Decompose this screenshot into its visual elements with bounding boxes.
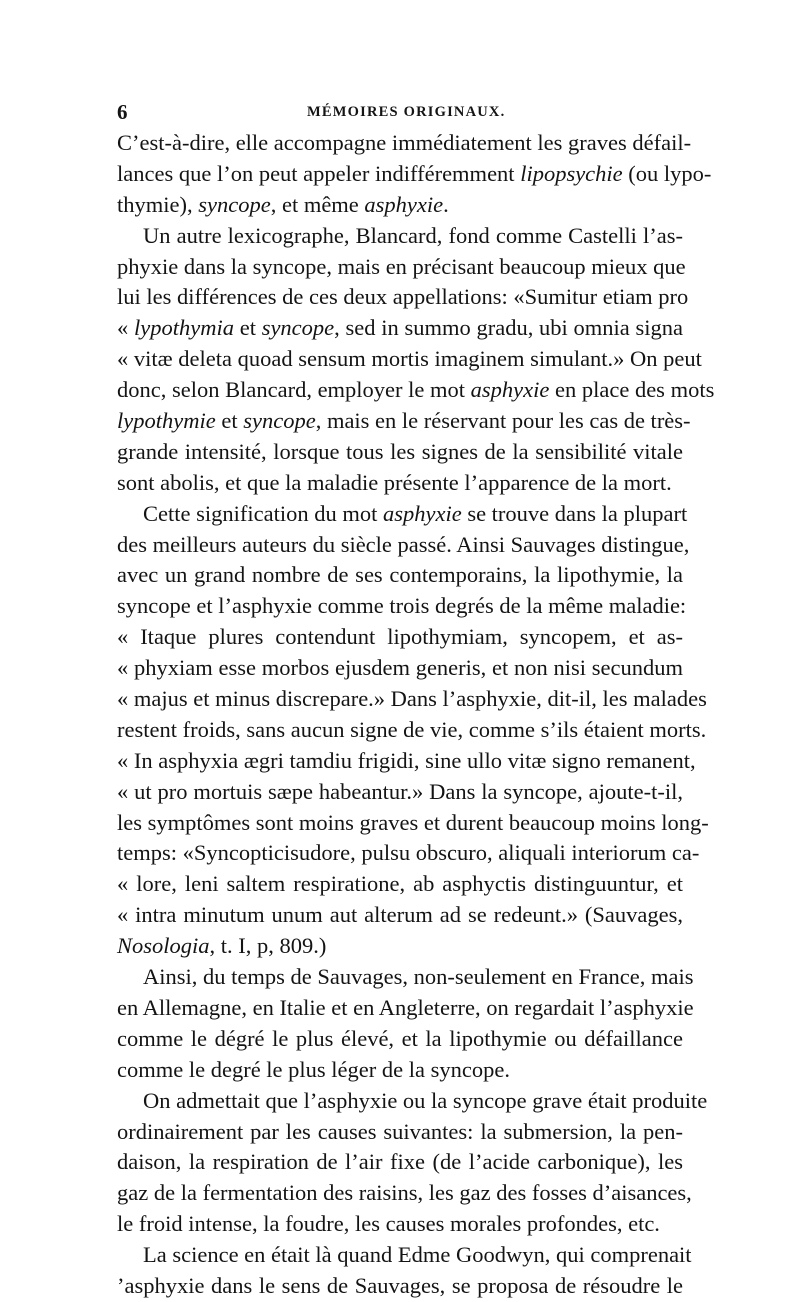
text-segment: le froid intense, la foudre, les causes morales profondes, etc. <box>117 1211 660 1237</box>
text-segment: daison, la respiration de l’air fixe (de l’acide carbonique), les <box>117 1149 683 1175</box>
text-segment: et <box>233 315 262 341</box>
text-line <box>117 622 683 653</box>
text-segment: , mais en le réservant pour les cas de très- <box>315 408 691 434</box>
text-line <box>117 128 692 159</box>
text-segment: , et même <box>270 191 365 217</box>
text-segment: . <box>443 191 449 217</box>
text-line <box>117 1055 683 1086</box>
text-line <box>117 1117 683 1148</box>
body-text <box>117 128 715 1302</box>
text-segment: gaz de la fermentation des raisins, les gaz des fosses d’aisances, <box>117 1180 692 1206</box>
text-line <box>117 1147 683 1178</box>
italic-term: asphyxie <box>382 500 462 526</box>
text-segment: les symptômes sont moins graves et durent beaucoup moins long- <box>117 809 709 835</box>
text-segment: donc, selon Blancard, employer le mot <box>117 377 471 403</box>
italic-term: syncope <box>261 315 335 341</box>
text-line <box>117 344 702 375</box>
text-line <box>117 777 683 808</box>
text-line <box>117 221 683 252</box>
text-line <box>117 1086 708 1117</box>
text-segment: comme le degré le plus léger de la syncope. <box>117 1056 510 1082</box>
italic-term: syncope <box>198 191 271 217</box>
text-segment: , t. I, p, 809.) <box>209 933 327 959</box>
text-line <box>117 159 712 190</box>
text-line <box>117 1209 683 1240</box>
text-segment: lui les différences de ces deux appellations: «Sumitur etiam pro <box>117 284 689 310</box>
text-line <box>117 1271 683 1302</box>
italic-term: asphyxie <box>470 377 550 403</box>
text-segment: « Itaque plures contendunt lipothymiam, syncopem, et as- <box>117 624 683 650</box>
text-line <box>117 375 715 406</box>
text-line <box>117 900 683 931</box>
text-segment: et <box>215 408 244 434</box>
text-segment: Cette signification du mot <box>143 500 383 526</box>
text-line <box>117 591 687 622</box>
text-line <box>117 746 696 777</box>
text-line <box>117 406 691 437</box>
text-line <box>117 530 690 561</box>
page-number: 6 <box>117 100 128 124</box>
text-segment: , sed in summo gradu, ubi omnia signa <box>334 315 684 341</box>
text-segment: « <box>117 315 134 341</box>
text-line <box>117 962 694 993</box>
text-segment: « majus et minus discrepare.» Dans l’asphyxie, dit-il, les malades <box>117 686 707 712</box>
text-segment: des meilleurs auteurs du siècle passé. Ainsi Sauvages distingue, <box>117 531 690 557</box>
text-line <box>117 653 683 684</box>
text-line <box>117 437 683 468</box>
text-line <box>117 190 683 221</box>
running-title: MÉMOIRES ORIGINAUX. <box>307 104 506 120</box>
text-segment: « In asphyxia ægri tamdiu frigidi, sine ullo vitæ signo remanent, <box>117 747 696 773</box>
text-line <box>117 252 686 283</box>
text-segment: Ainsi, du temps de Sauvages, non-seulement en France, mais <box>143 964 694 990</box>
text-segment: thymie), <box>117 191 199 217</box>
text-segment: phyxie dans la syncope, mais en précisant beaucoup mieux que <box>117 253 686 279</box>
text-line <box>117 838 700 869</box>
text-line <box>117 282 689 313</box>
text-segment: La science en était là quand Edme Goodwyn, qui comprenait <box>143 1242 692 1268</box>
text-segment: C’est-à-dire, elle accompagne immédiatement les graves défail- <box>117 130 692 155</box>
text-segment: On admettait que l’asphyxie ou la syncope grave était produite <box>143 1087 708 1113</box>
italic-term: lypothymia <box>133 315 234 341</box>
text-segment: avec un grand nombre de ses contemporains, la lipothymie, la <box>117 562 683 588</box>
text-segment: temps: «Syncopticisudore, pulsu obscuro, aliquali interiorum ca- <box>117 840 700 866</box>
text-line <box>117 313 683 344</box>
text-line <box>117 560 683 591</box>
page-header <box>117 100 682 130</box>
text-segment: syncope et l’asphyxie comme trois degrés de la même maladie: <box>117 593 687 619</box>
text-line <box>117 993 694 1024</box>
text-segment: « lore, leni saltem respiratione, ab asphyctis distinguuntur, et <box>117 871 683 897</box>
text-segment: grande intensité, lorsque tous les signes de la sensibilité vitale <box>117 438 683 464</box>
italic-term: lypothymie <box>117 408 216 434</box>
text-segment: en Allemagne, en Italie et en Angleterre, on regardait l’asphyxie <box>117 994 694 1020</box>
text-segment: « intra minutum unum aut alterum ad se redeunt.» (Sauvages, <box>117 902 683 928</box>
text-segment: (ou lypo- <box>622 160 712 186</box>
text-segment: « phyxiam esse morbos ejusdem generis, et non nisi secundum <box>117 655 683 681</box>
text-line <box>117 1178 692 1209</box>
italic-term: Nosologia <box>117 933 210 959</box>
text-line <box>117 468 683 499</box>
text-segment: comme le dégré le plus élevé, et la lipothymie ou défaillance <box>117 1025 683 1051</box>
text-segment: « vitæ deleta quoad sensum mortis imaginem simulant.» On peut <box>117 346 702 372</box>
text-line <box>117 1240 692 1271</box>
text-segment: Un autre lexicographe, Blancard, fond comme Castelli l’as- <box>143 222 683 248</box>
text-line <box>117 808 709 839</box>
text-line <box>117 869 683 900</box>
text-line <box>117 715 707 746</box>
text-segment: se trouve dans la plupart <box>461 500 688 526</box>
text-segment: ’asphyxie dans le sens de Sauvages, se proposa de résoudre le <box>117 1272 683 1298</box>
text-segment: « ut pro mortuis sæpe habeantur.» Dans la syncope, ajoute-t-il, <box>117 778 683 804</box>
text-segment: en place des mots <box>549 377 715 403</box>
text-line <box>117 684 707 715</box>
text-segment: restent froids, sans aucun signe de vie, comme s’ils étaient morts. <box>117 716 707 742</box>
text-segment: sont abolis, et que la maladie présente l’apparence de la mort. <box>117 469 672 495</box>
text-line <box>117 499 688 530</box>
italic-term: syncope <box>243 408 316 434</box>
italic-term: lipopsychie <box>520 160 623 186</box>
text-line <box>117 1024 683 1055</box>
text-segment: lances que l’on peut appeler indifféremment <box>117 160 521 186</box>
text-line <box>117 931 683 962</box>
italic-term: asphyxie <box>364 191 444 217</box>
text-segment: ordinairement par les causes suivantes: la submersion, la pen- <box>117 1118 683 1144</box>
